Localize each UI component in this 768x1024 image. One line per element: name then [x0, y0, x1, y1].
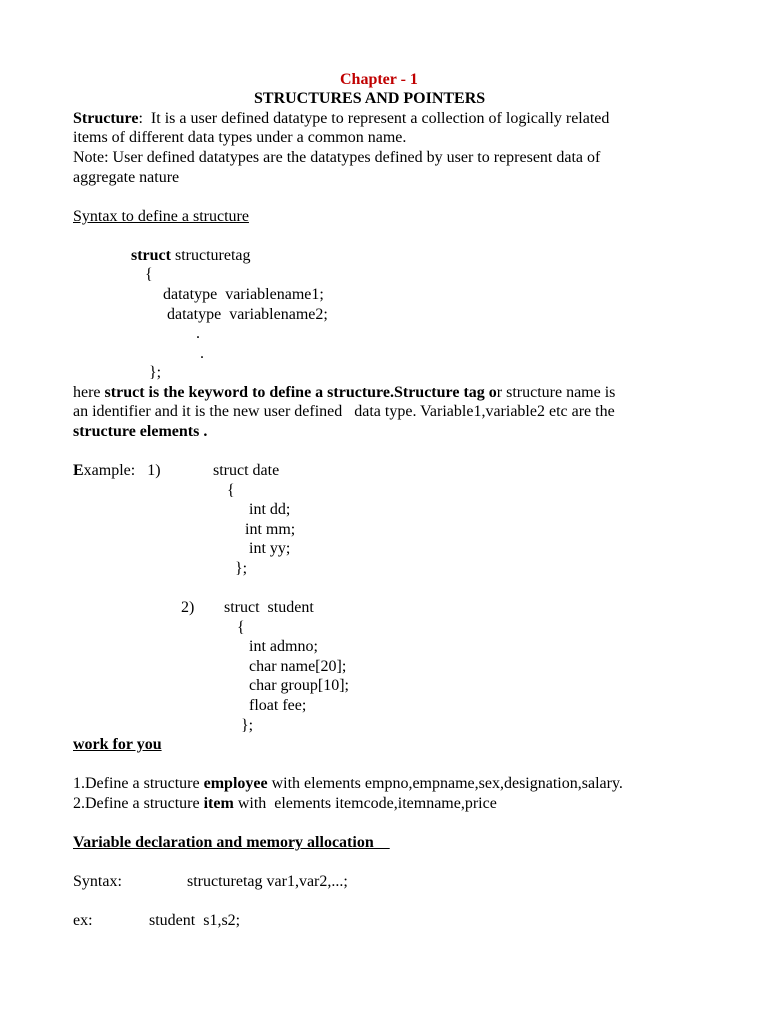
explain-here: here — [73, 384, 105, 401]
q1-elements: with elements empno,empname,sex,designation,salary. — [267, 775, 623, 792]
q2-prefix: 2.Define a structure — [73, 795, 204, 812]
example-initial: E — [73, 462, 84, 479]
syntax-dot-1: . — [196, 325, 200, 342]
q1-struct-name: employee — [203, 775, 268, 792]
syntax-var-2: datatype variablename2; — [167, 306, 328, 323]
syntax-var-1: datatype variablename1; — [163, 286, 324, 303]
example1-line-3: int yy; — [249, 540, 291, 557]
example2-line-2: char name[20]; — [249, 658, 347, 675]
explain-keyword-text: struct is the keyword to define a structure.Structure tag o — [104, 384, 497, 401]
q2-struct-name: item — [203, 795, 234, 812]
explain-rest: r structure name is — [496, 384, 616, 401]
example1-open: { — [227, 482, 235, 499]
note-line-2: aggregate nature — [73, 169, 180, 186]
example2-close: }; — [241, 717, 254, 734]
note-line-1: Note: User defined datatypes are the datatypes defined by user to represent data of — [73, 149, 601, 166]
intro-definition: : It is a user defined datatype to represent a collection of logically related — [138, 110, 610, 127]
explain-line-3: structure elements . — [73, 423, 208, 440]
syntax-close-brace: }; — [149, 364, 162, 381]
structure-term: Structure — [73, 110, 139, 127]
example2-line-1: int admno; — [249, 638, 318, 655]
q2-elements: with elements itemcode,itemname,price — [233, 795, 497, 812]
syntax-struct-line — [131, 246, 251, 265]
syntax-dot-2: . — [200, 345, 204, 362]
example1-line-2: int mm; — [245, 521, 296, 538]
page-title: STRUCTURES AND POINTERS — [254, 90, 486, 107]
example1-line-1: int dd; — [249, 501, 291, 518]
example2-open: { — [237, 619, 245, 636]
vardecl-ex-value: student s1,s2; — [149, 912, 241, 929]
vardecl-syntax-label: Syntax: — [73, 873, 122, 890]
structure-tag: structuretag — [170, 247, 251, 264]
example1-head: struct date — [213, 462, 280, 479]
struct-keyword: struct — [131, 247, 171, 264]
work-question-2 — [73, 794, 497, 813]
example2-line-4: float fee; — [249, 697, 307, 714]
example-label-text: xample: 1) — [83, 462, 161, 479]
example-label — [73, 461, 161, 480]
explain-line-2: an identifier and it is the new user defined data type. Variable1,variable2 etc are the — [73, 403, 615, 420]
intro-line-2: items of different data types under a common name. — [73, 129, 407, 146]
example2-line-3: char group[10]; — [249, 677, 349, 694]
vardecl-ex-label: ex: — [73, 912, 93, 929]
example1-close: }; — [235, 560, 248, 577]
syntax-heading: Syntax to define a structure — [73, 208, 249, 225]
q1-prefix: 1.Define a structure — [73, 775, 204, 792]
syntax-open-brace: { — [145, 266, 153, 283]
work-heading: work for you — [73, 736, 162, 753]
intro-line-1 — [73, 109, 609, 128]
chapter-label: Chapter - 1 — [340, 71, 418, 88]
example2-number: 2) — [181, 599, 195, 616]
work-question-1 — [73, 774, 623, 793]
explain-line-1 — [73, 383, 615, 402]
vardecl-heading: Variable declaration and memory allocation — [73, 834, 390, 851]
example2-head: struct student — [224, 599, 314, 616]
vardecl-syntax-value: structuretag var1,var2,...; — [187, 873, 348, 890]
